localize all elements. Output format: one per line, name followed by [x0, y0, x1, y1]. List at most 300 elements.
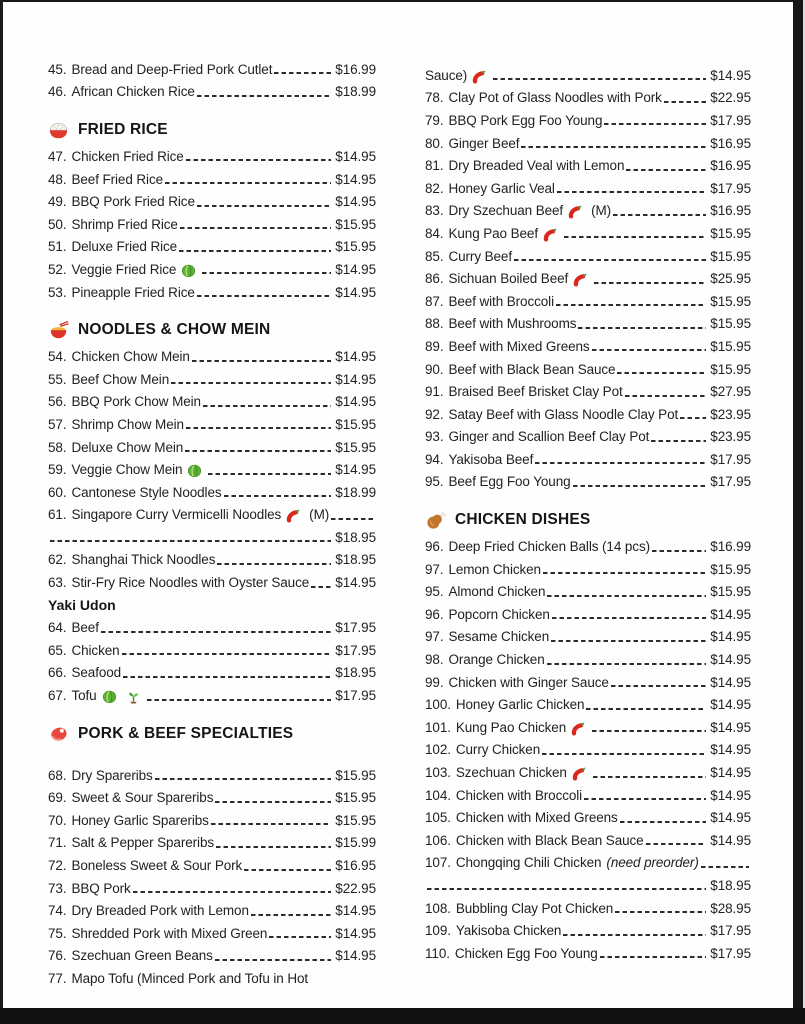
item-name: Curry Beef	[448, 248, 512, 264]
item-name: Szechuan Chicken	[455, 765, 567, 781]
item-name: Chongqing Chili Chicken	[455, 855, 602, 871]
menu-item	[48, 258, 376, 281]
item-price: $15.95	[710, 561, 751, 577]
item-price: $14.95	[335, 948, 376, 964]
dotted-leader	[578, 327, 706, 329]
item-price: $14.95	[710, 652, 751, 668]
dotted-leader	[493, 78, 706, 80]
item-name: Beef Chow Mein	[71, 371, 170, 387]
menu-item	[48, 684, 376, 707]
item-price: $15.95	[335, 416, 376, 432]
dotted-leader	[573, 485, 707, 487]
item-number: 107.	[425, 855, 451, 871]
item-price: $17.95	[335, 642, 376, 658]
menu-item	[425, 716, 751, 739]
item-name: Beef with Broccoli	[448, 293, 554, 309]
item-name: Beef with Black Bean Sauce	[448, 361, 616, 377]
item-name: Popcorn Chicken	[448, 606, 550, 622]
item-name: Honey Garlic Veal	[448, 180, 555, 196]
item-number: 97.	[425, 561, 444, 577]
item-number: 87.	[425, 293, 444, 309]
menu-item	[48, 458, 376, 481]
dotted-leader	[215, 801, 331, 803]
menu-item	[48, 639, 376, 662]
dotted-leader	[211, 823, 331, 825]
item-price: $15.95	[335, 239, 376, 255]
menu-item	[425, 245, 751, 268]
dotted-leader	[542, 753, 706, 755]
menu-item	[48, 616, 376, 639]
dotted-leader	[564, 236, 706, 238]
dotted-leader	[185, 450, 331, 452]
item-name: Ginger Beef	[448, 135, 520, 151]
menu-item	[425, 200, 751, 223]
item-name: BBQ Pork Egg Foo Young	[448, 112, 603, 128]
item-name: Honey Garlic Chicken	[455, 697, 585, 713]
dotted-leader	[244, 869, 331, 871]
item-price: $14.95	[710, 810, 751, 826]
menu-item	[48, 786, 376, 809]
item-price: $14.95	[335, 394, 376, 410]
item-name: Beef	[71, 620, 99, 636]
menu-item	[48, 236, 376, 259]
dotted-leader	[101, 631, 331, 633]
chili-icon	[543, 227, 558, 242]
section-header	[425, 507, 751, 533]
menu-item	[48, 391, 376, 414]
item-name: Seafood	[71, 665, 122, 681]
item-price: $15.95	[335, 767, 376, 783]
item-name: Bubbling Clay Pot Chicken	[455, 900, 614, 916]
item-price: $14.95	[710, 67, 751, 83]
item-name: Sesame Chicken	[448, 629, 550, 645]
menu-item	[425, 448, 751, 471]
menu-item	[425, 829, 751, 852]
item-number: 100.	[425, 697, 451, 713]
dotted-leader	[557, 191, 706, 193]
dotted-leader	[50, 540, 331, 542]
item-name: Bread and Deep-Fried Pork Cutlet	[71, 61, 273, 77]
menu-item	[425, 897, 751, 920]
item-number: 86.	[425, 271, 444, 287]
dotted-leader	[625, 395, 707, 397]
item-number: 77.	[48, 970, 67, 986]
dotted-leader	[547, 595, 706, 597]
menu-subheader	[48, 594, 376, 617]
item-price: $18.95	[335, 552, 376, 568]
menu-column-right	[425, 64, 751, 965]
menu-item	[425, 535, 751, 558]
item-number: 96.	[425, 539, 444, 555]
item-price: $16.95	[335, 858, 376, 874]
menu-item	[48, 764, 376, 787]
item-price: $14.95	[710, 719, 751, 735]
dotted-leader	[269, 936, 331, 938]
section-title: FRIED RICE	[78, 121, 168, 139]
dotted-leader	[701, 866, 749, 868]
item-price: $17.95	[710, 112, 751, 128]
item-name: Clay Pot of Glass Noodles with Pork	[448, 90, 662, 106]
item-name: Veggie Chow Mein	[71, 462, 183, 478]
item-price: $14.95	[335, 575, 376, 591]
menu-item	[48, 504, 376, 527]
item-number: 89.	[425, 338, 444, 354]
item-price: $16.95	[710, 135, 751, 151]
subheader-title: Yaki Udon	[48, 597, 116, 614]
item-price: $15.99	[335, 835, 376, 851]
dotted-leader	[563, 934, 706, 936]
chili-icon	[572, 766, 587, 781]
section-title: PORK & BEEF SPECIALTIES	[78, 724, 294, 742]
dotted-leader	[133, 891, 332, 893]
item-number: 49.	[48, 194, 67, 210]
dotted-leader	[586, 708, 706, 710]
section-title: NOODLES & CHOW MEIN	[78, 321, 271, 339]
item-name: Tofu	[71, 688, 97, 704]
item-number: 79.	[425, 112, 444, 128]
item-number: 82.	[425, 180, 444, 196]
item-price: $23.95	[710, 429, 751, 445]
menu-item	[425, 558, 751, 581]
dotted-leader	[147, 699, 332, 701]
item-price: $17.95	[710, 451, 751, 467]
item-number: 60.	[48, 484, 67, 500]
item-name: Kung Pao Chicken	[455, 719, 567, 735]
item-price: $14.95	[710, 742, 751, 758]
item-price: $14.95	[710, 629, 751, 645]
item-name: Yakisoba Beef	[448, 451, 534, 467]
section-header	[48, 117, 376, 143]
item-number: 83.	[425, 203, 444, 219]
chili-icon	[573, 272, 588, 287]
menu-item	[425, 426, 751, 449]
item-number: 94.	[425, 451, 444, 467]
dotted-leader	[197, 95, 332, 97]
item-price: $28.95	[710, 900, 751, 916]
item-price: $14.95	[710, 674, 751, 690]
item-name: Cantonese Style Noodles	[71, 484, 222, 500]
menu-item	[48, 168, 376, 191]
item-number: 103.	[425, 765, 451, 781]
menu-item	[48, 81, 376, 104]
item-price: $14.95	[710, 765, 751, 781]
item-number: 101.	[425, 719, 451, 735]
dotted-leader	[680, 417, 706, 419]
item-number: 108.	[425, 900, 451, 916]
item-price: $22.95	[710, 90, 751, 106]
item-name: Orange Chicken	[448, 652, 545, 668]
menu-item	[48, 662, 376, 685]
item-name: Almond Chicken	[448, 584, 546, 600]
item-price: $14.95	[335, 903, 376, 919]
rice-bowl-icon	[48, 120, 69, 141]
item-price: $15.95	[335, 216, 376, 232]
item-number: 75.	[48, 925, 67, 941]
menu-item	[48, 832, 376, 855]
item-price: $14.95	[710, 787, 751, 803]
dotted-leader	[626, 169, 706, 171]
item-number: 67.	[48, 688, 67, 704]
menu-item	[425, 671, 751, 694]
item-number: 93.	[425, 429, 444, 445]
item-number: 63.	[48, 575, 67, 591]
item-price: $16.95	[710, 158, 751, 174]
menu-item	[48, 190, 376, 213]
item-name: Ginger and Scallion Beef Clay Pot	[448, 429, 650, 445]
item-number: 70.	[48, 812, 67, 828]
dotted-leader	[521, 146, 706, 148]
item-name: BBQ Pork Fried Rice	[71, 194, 195, 210]
dotted-leader	[594, 282, 706, 284]
item-name: Lemon Chicken	[448, 561, 541, 577]
menu-item	[48, 809, 376, 832]
item-price: $22.95	[335, 880, 376, 896]
item-name: Deep Fried Chicken Balls (14 pcs)	[448, 539, 651, 555]
dotted-leader	[186, 427, 331, 429]
item-price: $17.95	[335, 620, 376, 636]
dotted-leader	[664, 101, 706, 103]
dotted-leader	[197, 205, 331, 207]
dotted-leader	[331, 518, 374, 520]
chili-icon	[472, 69, 487, 84]
menu-item	[48, 899, 376, 922]
item-name: Boneless Sweet & Sour Pork	[71, 858, 243, 874]
item-price: $25.95	[710, 271, 751, 287]
menu-item	[425, 358, 751, 381]
item-number: 84.	[425, 225, 444, 241]
item-price: $15.95	[335, 790, 376, 806]
item-number: 92.	[425, 406, 444, 422]
dotted-leader	[180, 227, 332, 229]
menu-item	[425, 335, 751, 358]
item-number: 104.	[425, 787, 451, 803]
item-price: $17.95	[335, 688, 376, 704]
item-number: 71.	[48, 835, 67, 851]
menu-item	[48, 58, 376, 81]
menu-item	[425, 942, 751, 965]
menu-item	[425, 806, 751, 829]
dotted-leader	[311, 586, 331, 588]
dotted-leader	[186, 159, 332, 161]
menu-item	[48, 145, 376, 168]
veggie-icon	[181, 263, 196, 278]
item-name: Szechuan Green Beans	[71, 948, 213, 964]
item-suffix: (M)	[309, 507, 330, 523]
chili-icon	[571, 721, 586, 736]
menu-item	[425, 177, 751, 200]
chicken-leg-icon	[425, 510, 446, 531]
item-number: 64.	[48, 620, 67, 636]
item-name: Dry Spareribs	[71, 767, 153, 783]
item-price: $27.95	[710, 384, 751, 400]
dotted-leader	[215, 959, 331, 961]
item-number: 69.	[48, 790, 67, 806]
item-number: 81.	[425, 158, 444, 174]
item-name: Yakisoba Chicken	[455, 923, 562, 939]
item-number: 52.	[48, 261, 67, 277]
item-price: $14.95	[710, 697, 751, 713]
menu-item	[48, 967, 376, 990]
item-number: 91.	[425, 384, 444, 400]
item-name: Shredded Pork with Mixed Green	[71, 925, 268, 941]
item-name: Singapore Curry Vermicelli Noodles	[71, 507, 282, 523]
dotted-leader	[556, 304, 706, 306]
dotted-leader	[208, 473, 331, 475]
item-price: $16.95	[710, 203, 751, 219]
menu-column-left	[48, 58, 376, 990]
item-name: Stir-Fry Rice Noodles with Oyster Sauce	[71, 575, 310, 591]
scan-border-bottom	[0, 1008, 805, 1024]
item-price: $15.95	[710, 293, 751, 309]
menu-item	[425, 222, 751, 245]
item-price: $14.95	[335, 371, 376, 387]
item-name: Chicken Fried Rice	[71, 148, 184, 164]
menu-item	[425, 626, 751, 649]
item-price: $14.95	[335, 148, 376, 164]
menu-item	[425, 739, 751, 762]
item-price: $14.95	[710, 606, 751, 622]
menu-item	[425, 580, 751, 603]
dotted-leader	[543, 572, 706, 574]
menu-item	[48, 549, 376, 572]
item-name: Kung Pao Beef	[448, 225, 538, 241]
chili-icon	[286, 508, 301, 523]
item-price: $18.99	[335, 84, 376, 100]
dotted-leader	[551, 640, 706, 642]
dotted-leader	[203, 405, 331, 407]
item-number: 85.	[425, 248, 444, 264]
menu-item	[425, 87, 751, 110]
item-name: Mapo Tofu (Minced Pork and Tofu in Hot	[71, 970, 309, 986]
item-number: 47.	[48, 148, 67, 164]
item-number: 76.	[48, 948, 67, 964]
item-number: 90.	[425, 361, 444, 377]
dotted-leader	[171, 382, 331, 384]
item-name: Chicken with Ginger Sauce	[448, 674, 609, 690]
menu-item	[425, 154, 751, 177]
item-suffix: (M)	[591, 203, 612, 219]
dotted-leader	[216, 846, 331, 848]
item-price: $17.95	[710, 923, 751, 939]
item-name: Beef Egg Foo Young	[448, 474, 571, 490]
item-name: Chicken Chow Mein	[71, 349, 190, 365]
dotted-leader	[592, 730, 706, 732]
noodle-bowl-icon	[48, 320, 69, 341]
dotted-leader	[179, 250, 331, 252]
item-number: 99.	[425, 674, 444, 690]
meat-icon	[48, 723, 69, 744]
dotted-leader	[192, 360, 331, 362]
dotted-leader	[514, 259, 706, 261]
item-number: 66.	[48, 665, 67, 681]
dotted-leader	[646, 843, 707, 845]
dotted-leader	[552, 617, 707, 619]
item-name: Salt & Pepper Spareribs	[71, 835, 214, 851]
dotted-leader	[202, 272, 331, 274]
menu-item	[48, 413, 376, 436]
dotted-leader	[592, 349, 707, 351]
menu-item	[425, 852, 751, 875]
menu-item	[48, 877, 376, 900]
menu-item	[425, 380, 751, 403]
item-name: Satay Beef with Glass Noodle Clay Pot	[448, 406, 679, 422]
item-price: $16.99	[710, 539, 751, 555]
item-price: $14.95	[335, 261, 376, 277]
dotted-leader	[274, 72, 331, 74]
seedling-icon	[126, 689, 141, 704]
item-number: 45.	[48, 61, 67, 77]
menu-item-wrap-line	[425, 874, 751, 897]
item-number: 46.	[48, 84, 67, 100]
item-number: 50.	[48, 216, 67, 232]
item-number: 55.	[48, 371, 67, 387]
item-number: 73.	[48, 880, 67, 896]
item-price: $15.95	[710, 584, 751, 600]
item-number: 96.	[425, 606, 444, 622]
item-number: 74.	[48, 903, 67, 919]
menu-item	[48, 368, 376, 391]
menu-item	[48, 854, 376, 877]
menu-item	[425, 919, 751, 942]
dotted-leader	[617, 372, 706, 374]
item-name: Deluxe Chow Mein	[71, 439, 184, 455]
item-number: 57.	[48, 416, 67, 432]
item-number: 65.	[48, 642, 67, 658]
item-number: 98.	[425, 652, 444, 668]
item-price: $15.95	[335, 439, 376, 455]
menu-item	[425, 471, 751, 494]
item-price: $14.95	[335, 462, 376, 478]
dotted-leader	[651, 440, 706, 442]
menu-item	[425, 132, 751, 155]
dotted-leader	[620, 821, 707, 823]
item-price: $14.95	[335, 171, 376, 187]
item-price: $17.95	[710, 945, 751, 961]
item-name: African Chicken Rice	[71, 84, 195, 100]
menu-item	[48, 345, 376, 368]
item-number: 61.	[48, 507, 67, 523]
item-price: $14.95	[335, 349, 376, 365]
item-number: 58.	[48, 439, 67, 455]
item-price: $14.95	[335, 284, 376, 300]
item-name: Veggie Fried Rice	[71, 261, 177, 277]
item-name: BBQ Pork	[71, 880, 131, 896]
item-name: Braised Beef Brisket Clay Pot	[448, 384, 623, 400]
menu-item-wrap-line	[48, 526, 376, 549]
item-number: 59.	[48, 462, 67, 478]
item-price: $18.99	[335, 484, 376, 500]
item-number: 53.	[48, 284, 67, 300]
item-name: Pineapple Fried Rice	[71, 284, 195, 300]
item-number: 72.	[48, 858, 67, 874]
item-name: Chicken with Black Bean Sauce	[455, 832, 644, 848]
item-price: $18.95	[335, 665, 376, 681]
item-price: $15.95	[710, 316, 751, 332]
menu-item	[425, 109, 751, 132]
item-name: Beef Fried Rice	[71, 171, 164, 187]
veggie-icon	[102, 689, 117, 704]
menu-item	[425, 761, 751, 784]
item-number: 110.	[425, 945, 450, 961]
dotted-leader	[604, 123, 706, 125]
menu-item	[425, 313, 751, 336]
chili-icon	[568, 204, 583, 219]
item-name: Sichuan Boiled Beef	[448, 271, 569, 287]
item-number: 68.	[48, 767, 67, 783]
item-price: $15.95	[335, 812, 376, 828]
item-name: Curry Chicken	[455, 742, 541, 758]
dotted-leader	[584, 798, 706, 800]
